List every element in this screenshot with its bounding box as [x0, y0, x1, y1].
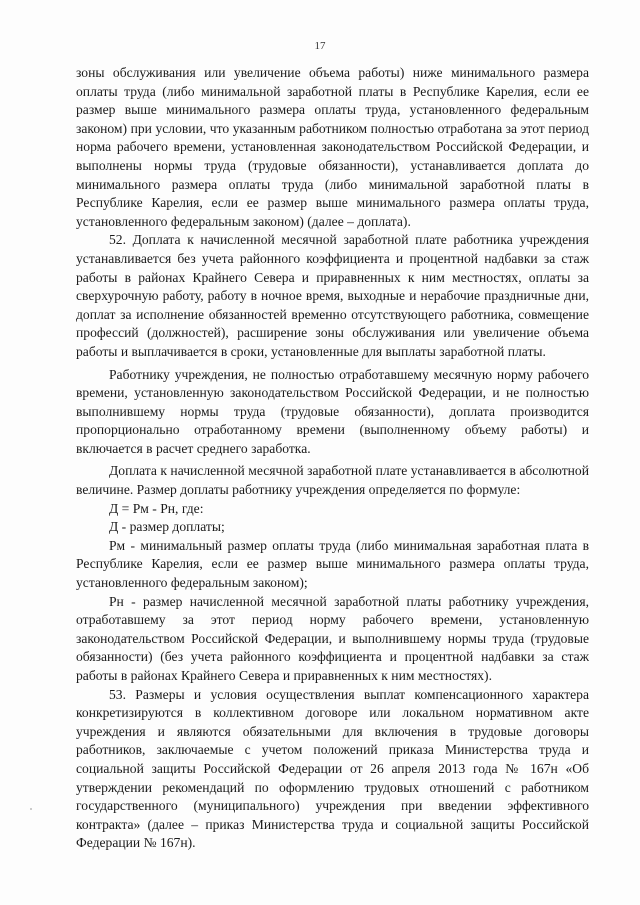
paragraph-partial-month: Работнику учреждения, не полностью отработавшему месячную норму рабочего времени, установленную законодательством Российской Федерации, и не полностью выполнившему нормы труда (трудовые обязанности), доплата производится пропорционально отработанному времени (выполненному объему работы) и включается в расчет среднего заработка. — [76, 366, 589, 456]
formula-definition-rn: Рн - размер начисленной месячной заработной платы работнику учреждения, отработавшему за этот период норму рабочего времени, установленную законодательством Российской Федерации, и выполнившему нормы труда (трудовые обязанности) (без учета районного коэффициента и процентной надбавки за стаж работы в районах Крайнего Севера и приравненных к ним местностях). — [76, 593, 589, 683]
paragraph-continuation: зоны обслуживания или увеличение объема работы) ниже минимального размера оплаты труда (либо минимальной заработной платы в Республике Карелия, если ее размер выше минимального размера оплаты труда, установленного федеральным законом) при условии, что указанным работником полностью отработана за этот период норма рабочего времени, установленная законодательством Российской Федерации, и выполнены нормы труда (трудовые обязанности), устанавливается доплата до минимального размера оплаты труда (либо минимальной заработной платы в Республике Карелия, если ее размер выше минимального размера оплаты труда, установленного федеральным законом) (далее – доплата). — [76, 65, 589, 229]
scan-speck — [30, 808, 32, 810]
formula-definition-rm: Рм - минимальный размер оплаты труда (либо минимальная заработная плата в Республике Карелия, если ее размер выше минимального размера оплаты труда, установленного федеральным законом); — [76, 537, 589, 591]
paragraph-clause-53: 53. Размеры и условия осуществления выплат компенсационного характера конкретизируются в коллективном договоре или локальном нормативном акте учреждения и являются обязательными для включения в трудовые договоры работников, заключаемые с учетом положений приказа Министерства труда и социальной защиты Российской Федерации от 26 апреля 2013 года № 167н «Об утверждении рекомендаций по оформлению трудовых отношений с работником государственного (муниципального) учреждения при введении эффективного контракта» (далее – приказ Министерства труда и социальной защиты Российской Федерации № 167н). — [76, 686, 589, 851]
paragraph-clause-52: 52. Доплата к начисленной месячной заработной плате работника учреждения устанавливается без учета районного коэффициента и процентной надбавки за стаж работы в районах Крайнего Севера и приравненных к ним местностях, оплаты за сверхурочную работу, работу в ночное время, выходные и нерабочие праздничные дни, доплат за исполнение обязанностей временно отсутствующего работника, совмещение профессий (должностей), расширение зоны обслуживания или увеличение объема работы и выплачивается в сроки, установленные для выплаты заработной платы. — [76, 232, 589, 359]
formula-definition-d: Д - размер доплаты; — [109, 519, 225, 535]
paragraph-formula-intro: Доплата к начисленной месячной заработной плате устанавливается в абсолютной величине. Размер доплаты работнику учреждения определяется по формуле: — [76, 463, 589, 498]
formula-line: Д = Рм - Рн, где: — [109, 500, 204, 516]
document-body — [76, 64, 589, 853]
page-number: 17 — [314, 40, 326, 52]
